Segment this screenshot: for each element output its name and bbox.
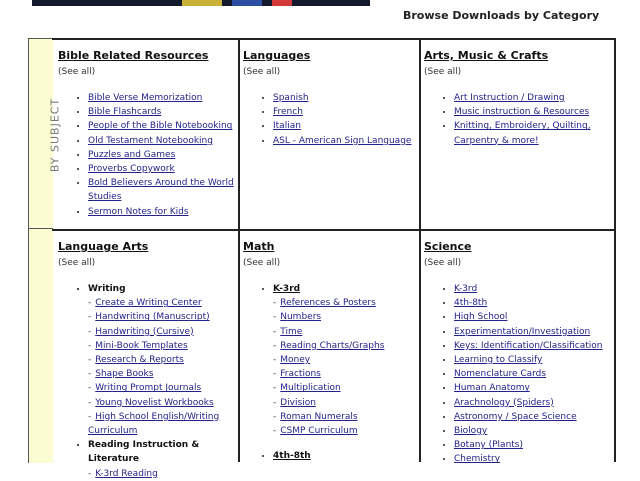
dash-marker: - — [88, 411, 92, 422]
by-subject-label: BY SUBJECT — [48, 97, 62, 173]
resource-link[interactable]: Old Testament Notebooking — [88, 135, 213, 146]
resource-link[interactable]: Italian — [273, 121, 301, 132]
sub-list-item — [273, 424, 415, 438]
sub-list-item — [273, 367, 415, 381]
resource-link[interactable]: High School — [454, 312, 508, 323]
resource-link[interactable]: Research & Reports — [95, 355, 184, 366]
category-title-link[interactable]: Math — [243, 240, 275, 253]
banner-stripe — [182, 0, 222, 6]
resource-link[interactable]: French — [273, 107, 303, 118]
group-item — [273, 449, 415, 463]
dash-marker: - — [88, 298, 92, 309]
category-bible — [58, 44, 234, 219]
sidebar-divider — [29, 228, 53, 229]
see-all-link[interactable]: (See all) — [58, 67, 96, 77]
dash-marker: - — [88, 340, 92, 351]
resource-link[interactable]: ASL - American Sign Language — [273, 135, 412, 146]
grid-divider — [52, 229, 614, 231]
sub-list-item — [273, 410, 415, 424]
list-item — [454, 296, 612, 310]
resource-link[interactable]: Mini-Book Templates — [95, 340, 188, 351]
list-item — [454, 396, 612, 410]
sub-list-item — [273, 325, 415, 339]
dash-marker: - — [273, 326, 277, 337]
resource-link[interactable]: Learning to Classify — [454, 355, 543, 366]
category-title-link[interactable]: Science — [424, 240, 472, 253]
dash-marker: - — [273, 397, 277, 408]
browse-heading: Browse Downloads by Category — [403, 9, 600, 22]
top-banner-image — [32, 0, 370, 6]
list-item — [454, 282, 612, 296]
dash-marker: - — [273, 355, 277, 366]
see-all-link[interactable]: (See all) — [424, 67, 462, 77]
category-science — [424, 235, 612, 467]
sub-list-item — [273, 339, 415, 353]
sub-list — [88, 467, 234, 481]
category-languages — [243, 44, 415, 148]
sub-list-item — [88, 325, 234, 339]
sub-list — [273, 296, 415, 438]
sub-list-item — [88, 353, 234, 367]
resource-link[interactable]: Human Anatomy — [454, 383, 530, 394]
list-item — [454, 452, 612, 466]
see-all-link[interactable]: (See all) — [58, 258, 96, 268]
resource-link[interactable]: Bible Flashcards — [88, 107, 162, 118]
resource-link[interactable]: Arachnology (Spiders) — [454, 397, 554, 408]
resource-link[interactable]: Handwriting (Manuscript) — [95, 312, 210, 323]
banner-stripe — [232, 0, 262, 6]
sub-list-item — [273, 353, 415, 367]
category-title-link[interactable]: Arts, Music & Crafts — [424, 49, 549, 62]
dash-marker: - — [273, 383, 277, 394]
sub-list-item — [88, 367, 234, 381]
see-all-link[interactable]: (See all) — [243, 258, 281, 268]
sub-list-item — [88, 467, 234, 481]
resource-link[interactable]: Sermon Notes for Kids — [88, 206, 189, 217]
group-link[interactable]: 4th-8th — [273, 451, 311, 462]
category-list — [58, 91, 234, 219]
list-item — [454, 438, 612, 452]
sub-list-item — [273, 296, 415, 310]
category-math — [243, 235, 415, 463]
sub-list-item — [88, 339, 234, 353]
resource-link[interactable]: People of the Bible Notebooking — [88, 121, 233, 132]
list-item — [273, 134, 415, 148]
category-title-link[interactable]: Languages — [243, 49, 311, 62]
dash-marker: - — [273, 426, 277, 437]
list-item — [88, 134, 234, 148]
list-item — [273, 105, 415, 119]
list-item — [454, 105, 612, 119]
group-item — [273, 282, 415, 438]
resource-link[interactable]: K-3rd — [454, 284, 478, 294]
sub-list — [88, 296, 234, 438]
resource-link[interactable]: References & Posters — [280, 298, 376, 309]
dash-marker: - — [88, 355, 92, 366]
list-item — [88, 105, 234, 119]
resource-link[interactable]: Fractions — [280, 369, 321, 380]
list-item — [454, 367, 612, 381]
resource-link[interactable]: Experimentation/Investigation — [454, 326, 591, 337]
resource-link[interactable]: Handwriting (Cursive) — [95, 326, 194, 337]
list-item — [88, 119, 234, 133]
category-title-link[interactable]: Bible Related Resources — [58, 49, 209, 62]
resource-link[interactable]: Multiplication — [280, 383, 341, 394]
dash-marker: - — [273, 369, 277, 380]
grid-divider — [419, 40, 421, 462]
group-label: Writing — [88, 284, 126, 294]
see-all-link[interactable]: (See all) — [424, 258, 462, 268]
category-list — [243, 91, 415, 148]
category-list — [58, 282, 234, 481]
list-item — [88, 91, 234, 105]
list-item — [273, 119, 415, 133]
resource-link[interactable]: Keys: Identification/Classification — [454, 340, 603, 351]
list-item — [88, 205, 234, 219]
sub-list-item — [88, 381, 234, 395]
dash-marker: - — [273, 298, 277, 309]
resource-link[interactable]: Reading Charts/Graphs — [280, 340, 385, 351]
list-item — [88, 162, 234, 176]
list-item — [454, 310, 612, 324]
category-arts — [424, 44, 612, 148]
list-item — [88, 176, 234, 204]
resource-link[interactable]: CSMP Curriculum — [280, 426, 358, 437]
resource-link[interactable]: Bible Verse Memorization — [88, 93, 203, 103]
resource-link[interactable]: Bold Believers Around the World Studies — [88, 178, 234, 203]
category-list — [243, 282, 415, 463]
group-item — [88, 282, 234, 438]
resource-link[interactable]: Writing Prompt Journals — [95, 383, 202, 394]
resource-link[interactable]: Roman Numerals — [280, 411, 358, 422]
sub-list-item — [88, 310, 234, 324]
resource-link[interactable]: Young Novelist Workbooks — [95, 397, 214, 408]
list-item — [454, 424, 612, 438]
list-item — [88, 148, 234, 162]
sub-list-item — [88, 396, 234, 410]
list-item — [454, 119, 612, 147]
resource-link[interactable]: Numbers — [280, 312, 322, 323]
dash-marker: - — [273, 312, 277, 323]
resource-link[interactable]: Astronomy / Space Science — [454, 411, 577, 422]
dash-marker: - — [88, 369, 92, 380]
list-item — [454, 381, 612, 395]
resource-link[interactable]: Spanish — [273, 93, 309, 103]
resource-link[interactable]: Botany (Plants) — [454, 440, 524, 451]
dash-marker: - — [88, 397, 92, 408]
sub-list-item — [273, 396, 415, 410]
list-item — [273, 91, 415, 105]
subject-sidebar — [28, 38, 62, 463]
sub-list-item — [273, 310, 415, 324]
resource-link[interactable]: Knitting, Embroidery, Quilting, Carpentry & more! — [454, 121, 591, 146]
list-item — [454, 353, 612, 367]
resource-link[interactable]: K-3rd Reading — [95, 468, 158, 479]
resource-link[interactable]: Biology — [454, 426, 488, 437]
category-list — [424, 91, 612, 148]
dash-marker: - — [88, 383, 92, 394]
sub-list-item — [88, 296, 234, 310]
group-link[interactable]: K-3rd — [273, 284, 301, 294]
resource-link[interactable]: Chemistry — [454, 454, 501, 465]
category-title-link[interactable]: Language Arts — [58, 240, 149, 253]
resource-link[interactable]: Time — [280, 326, 303, 337]
dash-marker: - — [273, 340, 277, 351]
resource-link[interactable]: High School English/Writing Curriculum — [88, 411, 220, 437]
list-item — [454, 339, 612, 353]
group-item — [88, 438, 234, 481]
resource-link[interactable]: Create a Writing Center — [95, 298, 202, 309]
dash-marker: - — [88, 312, 92, 323]
list-item — [454, 91, 612, 105]
grid-divider — [238, 40, 240, 462]
resource-link[interactable]: Proverbs Copywork — [88, 164, 175, 175]
category-grid — [52, 38, 616, 479]
resource-link[interactable]: Puzzles and Games — [88, 149, 176, 160]
resource-link[interactable]: Money — [280, 355, 311, 366]
list-item — [454, 410, 612, 424]
dash-marker: - — [88, 326, 92, 337]
resource-link[interactable]: Nomenclature Cards — [454, 369, 547, 380]
category-list — [424, 282, 612, 467]
banner-stripe — [272, 0, 292, 6]
sub-list-item — [273, 381, 415, 395]
sub-list-item — [88, 410, 234, 438]
resource-link[interactable]: Music instruction & Resources — [454, 107, 590, 118]
list-item — [454, 325, 612, 339]
resource-link[interactable]: Art Instruction / Drawing — [454, 93, 565, 103]
dash-marker: - — [88, 468, 92, 479]
group-label: Reading Instruction & Literature — [88, 440, 200, 465]
see-all-link[interactable]: (See all) — [243, 67, 281, 77]
resource-link[interactable]: 4th-8th — [454, 298, 488, 309]
resource-link[interactable]: Shape Books — [95, 369, 154, 380]
dash-marker: - — [273, 411, 277, 422]
category-language-arts — [58, 235, 234, 481]
resource-link[interactable]: Division — [280, 397, 316, 408]
